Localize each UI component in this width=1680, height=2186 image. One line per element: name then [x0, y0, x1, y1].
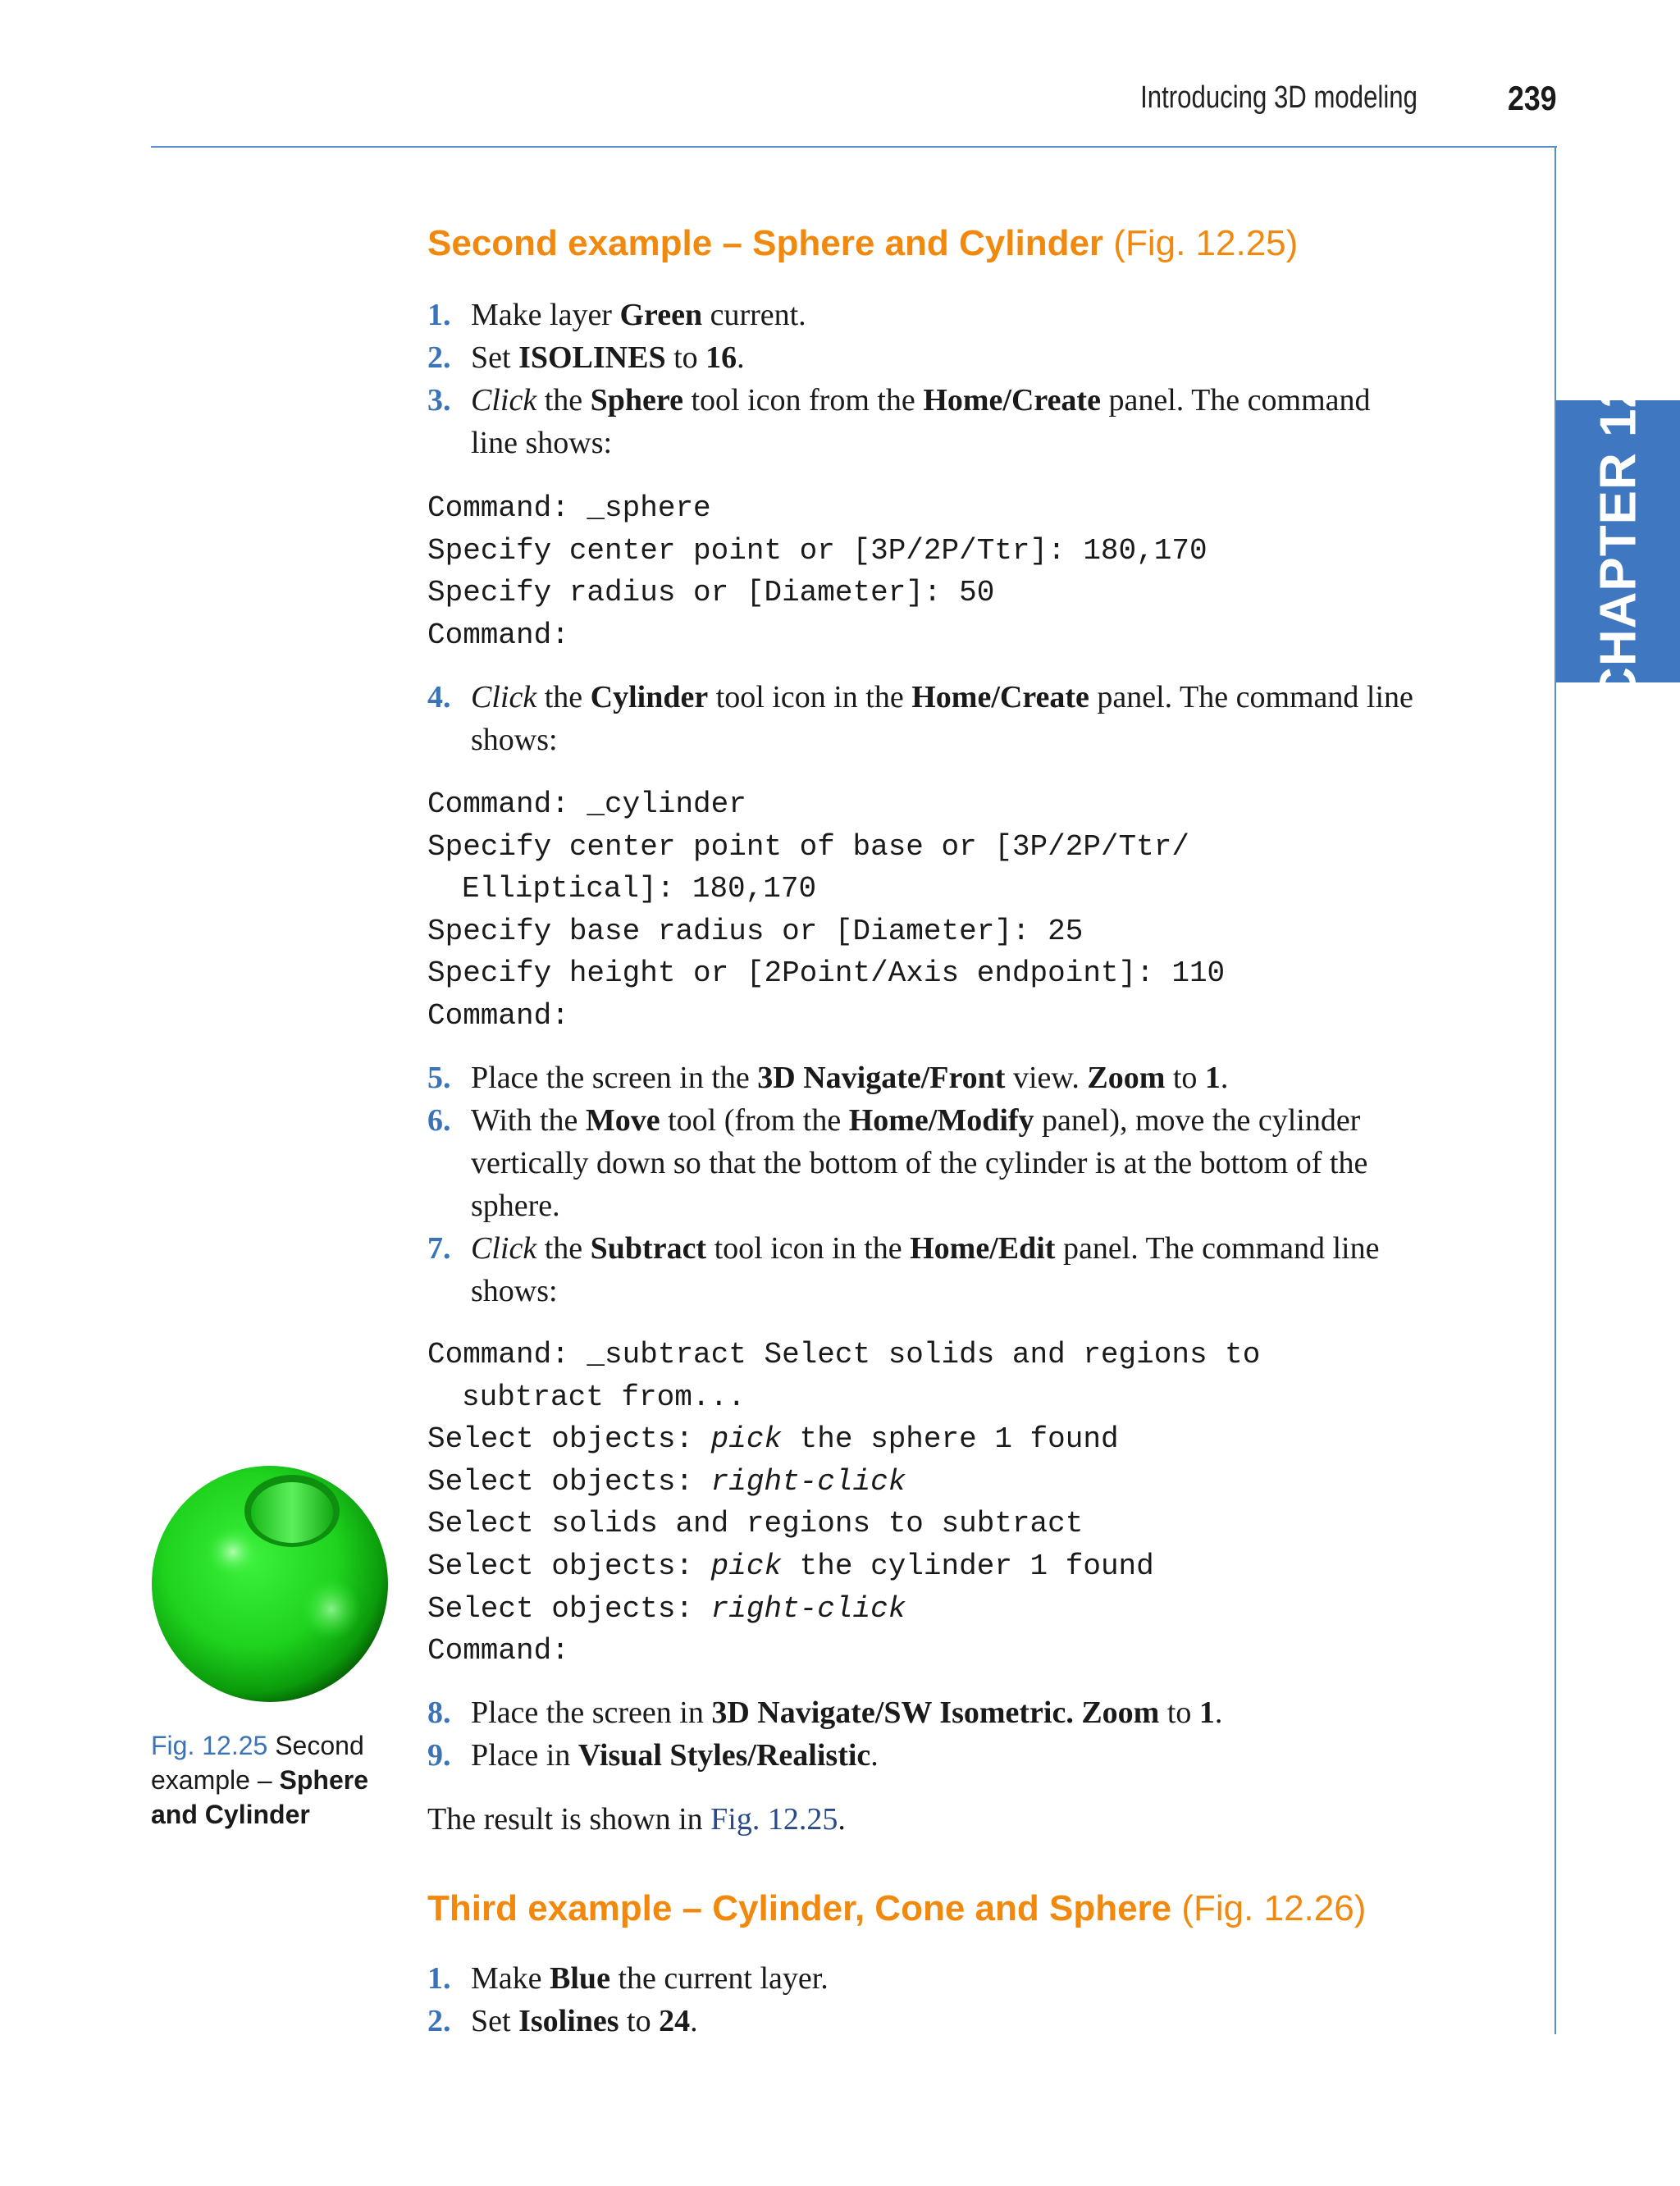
code-italic: right-click: [710, 1464, 906, 1499]
step-number: 7.: [427, 1231, 451, 1266]
list-item: [427, 379, 1424, 464]
step-text: to: [1165, 1061, 1205, 1095]
step-bold: 24: [659, 2004, 691, 2038]
step-text: tool (from the: [660, 1103, 849, 1138]
list-item: [427, 1691, 1424, 1734]
specular-highlight: [207, 1527, 259, 1577]
running-header-title: Introducing 3D modeling: [1140, 80, 1418, 115]
step-bold: 3D Navigate/Front: [757, 1061, 1006, 1095]
code-text: Select objects:: [427, 1549, 711, 1583]
step-bold: Blue: [550, 1961, 610, 1996]
code-line: Specify height or [2Point/Axis endpoint]: 110: [427, 956, 1226, 991]
section-heading-third-example: [427, 1888, 1366, 1929]
step-text: panel. The command line shows:: [471, 383, 1371, 460]
step-text: to: [619, 2004, 660, 2038]
code-text: Select objects:: [427, 1464, 711, 1499]
step-bold: Home/Modify: [848, 1103, 1034, 1138]
page-number: 239: [1508, 79, 1557, 117]
list-item: [427, 336, 1424, 379]
step-number: 9.: [427, 1738, 451, 1773]
step-number: 8.: [427, 1695, 451, 1730]
code-line: Command:: [427, 1634, 569, 1668]
step-number: 2.: [427, 340, 451, 375]
step-text: the current layer.: [609, 1961, 829, 1996]
code-line: Select solids and regions to subtract: [427, 1507, 1084, 1541]
figure-label: Fig. 12.25: [151, 1731, 268, 1760]
chapter-tab: [1556, 379, 1680, 704]
step-bold: Subtract: [590, 1231, 707, 1266]
step-text: .: [870, 1738, 879, 1773]
result-text: .: [838, 1802, 846, 1837]
code-italic: pick: [710, 1422, 783, 1457]
list-item: [427, 294, 1424, 336]
step-text: tool icon from the: [682, 383, 924, 418]
step-number: 5.: [427, 1061, 451, 1095]
third-example-steps: [427, 1957, 1424, 2042]
cylinder-hole-inner: [251, 1482, 333, 1543]
steps-5-7: [427, 1056, 1424, 1312]
step-bold: 1: [1198, 1695, 1215, 1730]
code-line: [427, 1588, 1424, 1631]
step-text: Place the screen in the: [471, 1061, 758, 1095]
step-text: the: [536, 680, 591, 714]
step-bold: Home/Edit: [910, 1231, 1056, 1266]
code-line: [427, 1418, 1424, 1461]
step-bold: Green: [619, 298, 703, 332]
section-heading-second-example: [427, 223, 1298, 264]
code-text: the cylinder 1 found: [782, 1549, 1154, 1583]
code-line: [427, 1545, 1424, 1588]
code-line: Specify center point or [3P/2P/Ttr]: 180,170: [427, 533, 1208, 568]
list-item: [427, 1099, 1424, 1227]
step-text: Make layer: [471, 298, 620, 332]
step-italic: Click: [471, 383, 537, 418]
section-title-ref: (Fig. 12.26): [1181, 1888, 1367, 1928]
result-paragraph: [427, 1798, 1424, 1841]
step-bold: Home/Create: [923, 383, 1101, 418]
step-text: to: [1159, 1695, 1199, 1730]
code-text: Select objects:: [427, 1591, 711, 1626]
step-bold: 3D Navigate/SW Isometric. Zoom: [711, 1695, 1160, 1730]
step-bold: ISOLINES: [518, 340, 666, 375]
step-text: current.: [702, 298, 806, 332]
step-text: panel. The command line shows:: [471, 1231, 1380, 1308]
caption-text: Second example –: [151, 1731, 364, 1795]
steps-1-3: [427, 294, 1424, 464]
steps-8-9: [427, 1691, 1424, 1777]
step-text: tool icon in the: [708, 680, 912, 714]
section-title: Third example – Cylinder, Cone and Sphere: [427, 1888, 1172, 1928]
code-italic: right-click: [710, 1591, 906, 1626]
step-number: 6.: [427, 1103, 451, 1138]
step-italic: Click: [471, 1231, 537, 1266]
code-line: Command:: [427, 618, 569, 652]
figure-caption: [151, 1728, 405, 1832]
caption-bold: Sphere and Cylinder: [151, 1765, 369, 1829]
step-bold: Visual Styles/Realistic: [578, 1738, 871, 1773]
step-bold: Zoom: [1087, 1061, 1166, 1095]
list-item: [427, 1734, 1424, 1777]
code-line: Command: _cylinder: [427, 787, 746, 821]
step-bold: Home/Create: [911, 680, 1089, 714]
result-text: The result is shown in: [427, 1802, 711, 1837]
step-text: Make: [471, 1961, 550, 1996]
step-4: [427, 676, 1424, 761]
step-bold: 1: [1204, 1061, 1221, 1095]
step-bold: 16: [705, 340, 737, 375]
step-text: .: [737, 340, 745, 375]
code-line: subtract from...: [462, 1380, 746, 1414]
step-text: .: [1220, 1061, 1229, 1095]
step-text: With the: [471, 1103, 586, 1138]
step-text: panel), move the cylinder vertically down so that the bottom of the cylinder is at the bottom of the sphere.: [471, 1103, 1368, 1223]
code-text: Select objects:: [427, 1422, 711, 1457]
code-line: Command: _subtract Select solids and regions to: [427, 1338, 1261, 1371]
code-text: the sphere 1 found: [782, 1422, 1119, 1457]
step-number: 4.: [427, 680, 451, 714]
list-item: [427, 1957, 1424, 2000]
sphere-cylinder-figure: [151, 1462, 389, 1703]
step-text: Set: [471, 2004, 519, 2038]
step-number: 1.: [427, 298, 451, 332]
code-line: [427, 1461, 1424, 1504]
step-bold: Cylinder: [590, 680, 709, 714]
header-rule: [151, 146, 1557, 148]
step-number: 3.: [427, 383, 451, 418]
step-text: view.: [1005, 1061, 1088, 1095]
step-number: 1.: [427, 1961, 451, 1996]
list-item: [427, 1227, 1424, 1312]
step-text: Set: [471, 340, 519, 375]
step-number: 2.: [427, 2004, 451, 2038]
step-text: the: [536, 1231, 591, 1266]
list-item: [427, 1056, 1424, 1099]
list-item: [427, 676, 1424, 761]
chapter-tab-label: CHAPTER 12: [1590, 379, 1646, 704]
code-line: Elliptical]: 180,170: [462, 872, 817, 906]
command-line-sphere: [427, 487, 1424, 656]
step-text: .: [690, 2004, 698, 2038]
section-title-ref: (Fig. 12.25): [1113, 223, 1299, 263]
step-text: to: [665, 340, 706, 375]
step-italic: Click: [471, 680, 537, 714]
step-bold: Move: [585, 1103, 660, 1138]
step-bold: Sphere: [590, 383, 683, 418]
step-text: Place in: [471, 1738, 578, 1773]
step-text: tool icon in the: [706, 1231, 911, 1266]
command-line-cylinder: [427, 783, 1424, 1038]
code-line: Specify center point of base or [3P/2P/Ttr/: [427, 829, 1189, 864]
step-text: .: [1214, 1695, 1223, 1730]
step-bold: Isolines: [518, 2004, 619, 2038]
specular-highlight: [302, 1578, 361, 1641]
figure-link[interactable]: Fig. 12.25: [710, 1802, 838, 1837]
list-item: [427, 2000, 1424, 2042]
code-line: Command:: [427, 998, 569, 1033]
step-text: panel. The command line shows:: [471, 680, 1413, 757]
step-text: the: [536, 383, 591, 418]
step-text: Place the screen in: [471, 1695, 712, 1730]
code-line: Command: _sphere: [427, 491, 711, 525]
command-line-subtract: [427, 1334, 1424, 1673]
section-title: Second example – Sphere and Cylinder: [427, 223, 1104, 263]
code-line: Specify radius or [Diameter]: 50: [427, 576, 995, 610]
code-italic: pick: [710, 1549, 783, 1583]
code-line: Specify base radius or [Diameter]: 25: [427, 914, 1084, 948]
